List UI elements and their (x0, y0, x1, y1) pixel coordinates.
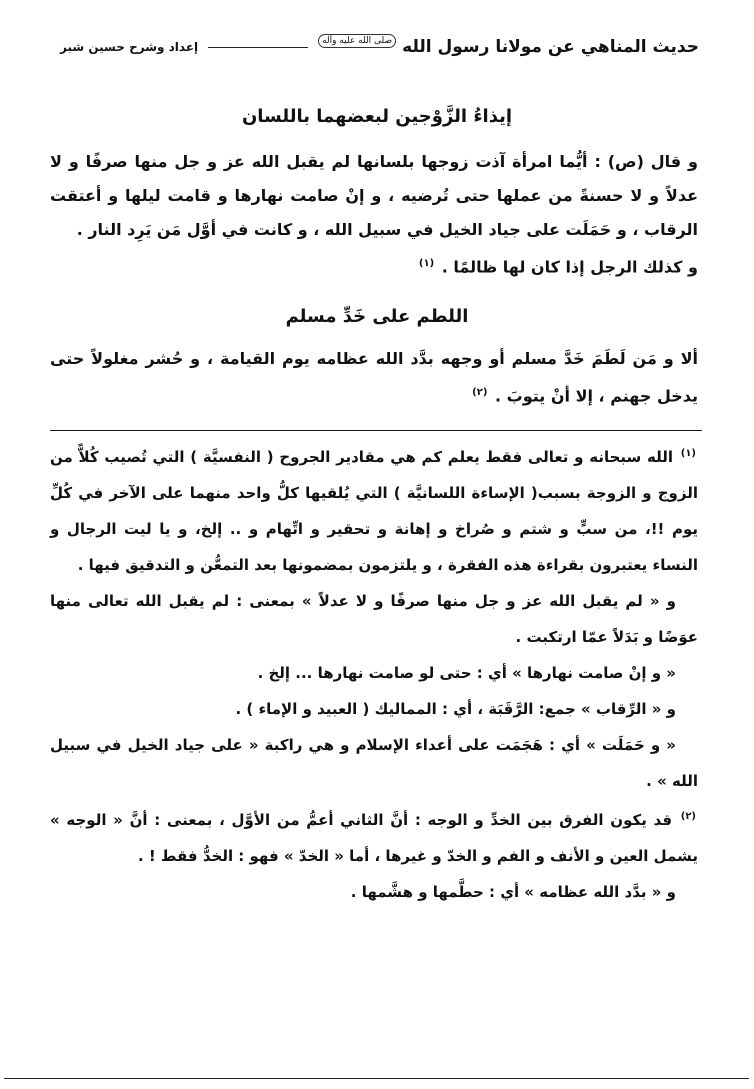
section-heading-1: إيذاءُ الزَّوْجين لبعضهما باللسان (241, 106, 513, 127)
footnote-paragraph: « و حَمَلَت » أي : هَجَمَت على أعداء الإسلام و هي راكبة « على جياد الخيل في سبيل الله » . (50, 736, 698, 790)
salutation-mark: صلى الله عليه وآله (318, 34, 396, 48)
footnote-marker: (٢) (680, 811, 696, 822)
header-rule (208, 47, 308, 48)
hadith-paragraph: و قال (ص) : أيُّما امرأة آذت زوجها بلسانها لم يقبل الله عز و جل منها صرفًا و لا عدلاً و لا حسنةً من عملها حتى تُرضيه ، و إنْ صامت نهارها و قامت ليلها و أعتقت الرقاب ، و حَمَلَت على جياد الخيل في سبيل الله ، و كانت في أوَّل مَن يَرِد النار . (50, 152, 698, 239)
footnote-text: قد يكون الفرق بين الخدِّ و الوجه : أنَّ الثاني أعمُّ من الأوَّل ، بمعنى : أنَّ « الوجه » يشمل العين و الأنف و الفم و الخدّ و غيرها ، أما « الخدّ » فهو : الخدُّ فقط ! . (50, 811, 698, 865)
hadith-paragraph (50, 342, 698, 413)
hadith-paragraph (50, 247, 698, 284)
author-credit: إعداد وشرح حسين شبر (60, 40, 199, 54)
footnote-paragraph: « و إنْ صامت نهارها » أي : حتى لو صامت نهارها ... إلخ . (257, 664, 676, 682)
book-title (318, 37, 699, 57)
running-header (60, 30, 699, 64)
footnote-marker: (١) (680, 448, 696, 459)
paragraph-text: ألا و مَن لَطَمَ خَدَّ مسلم أو وجهه بدَّد الله عظامه يوم القيامة ، و حُشر مغلولاً حتى يدخل جهنم ، إلا أنْ يتوبَ . (50, 349, 698, 406)
footnote-text: الله سبحانه و تعالى فقط يعلم كم هي مقادير الجروح ( النفسيَّة ) التي تُصيب كُلاًّ من الزوج و الزوجة بسبب( الإساءة اللسانيَّة ) التي يُلقيها كلُّ واحد منهما على الآخر في كُلِّ يوم !!، من سبٍّ و شتم و صُراخ و إهانة و تحقير و اتِّهام و .. إلخ، و يا ليت الرجال و النساء يعتبرون بقراءة هذه الفقرة ، و يلتزمون بمضمونها بعد التمعُّن و التدقيق فيها . (50, 448, 698, 574)
section-1-body (50, 145, 698, 284)
footnote-divider (50, 430, 702, 431)
footnote-paragraph: و « بدَّد الله عظامه » أي : حطَّمها و هشَّمها . (350, 883, 676, 901)
section-2-body (50, 342, 698, 413)
footnote-reference: (١) (418, 258, 435, 269)
footnote-reference: (٢) (472, 387, 488, 398)
book-title-text: حديث المناهي عن مولانا رسول الله (402, 37, 699, 57)
footnotes-area (50, 436, 698, 910)
footnote (50, 799, 698, 874)
page-bottom-rule (4, 1078, 749, 1079)
footnote-paragraph: و « لم يقبل الله عز و جل منها صرفًا و لا عدلاً » بمعنى : لم يقبل الله تعالى منها عوَضًا و بَدَلاً عمّا ارتكبت . (50, 592, 698, 646)
paragraph-text: و كذلك الرجل إذا كان لها ظالمًا . (441, 257, 698, 277)
footnote (50, 436, 698, 583)
section-heading-2: اللطم على خَدِّ مسلم (285, 306, 469, 327)
footnote-paragraph: و « الرِّقاب » جمع: الرَّقَبَة ، أي : المماليك ( العبيد و الإماء ) . (235, 700, 676, 718)
